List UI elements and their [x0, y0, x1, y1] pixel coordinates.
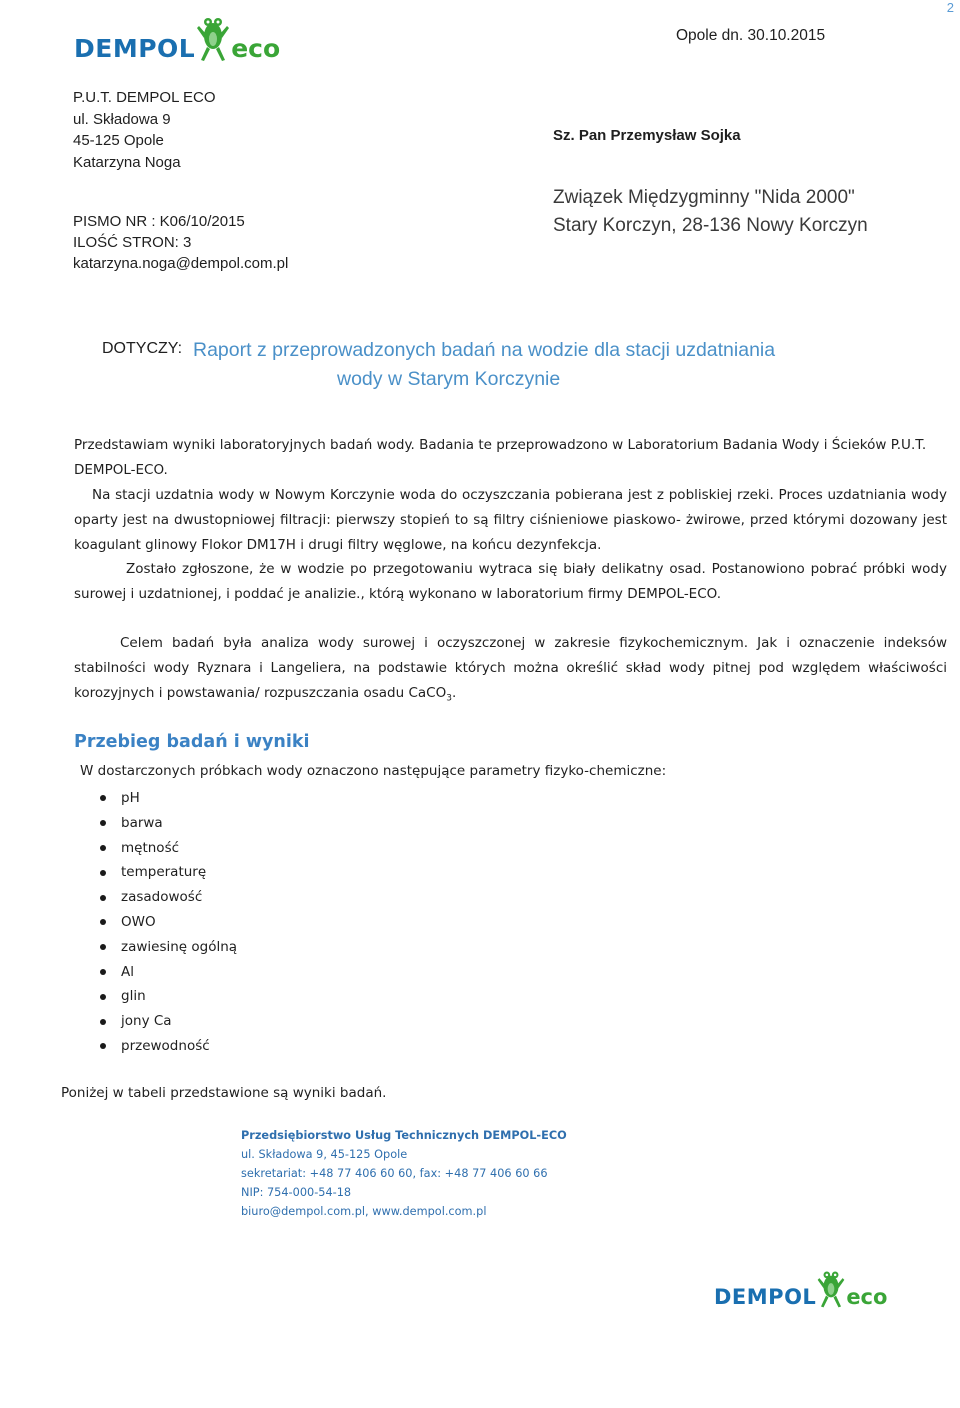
bullet-icon: [100, 795, 106, 801]
bullet-icon: [100, 994, 106, 1000]
letter-date: Opole dn. 30.10.2015: [676, 27, 826, 44]
regarding-label: DOTYCZY:: [102, 340, 183, 357]
footer-address: ul. Składowa 9, 45-125 Opole: [241, 1148, 408, 1161]
results-note: Poniżej w tabeli przedstawione są wyniki badań.: [61, 1085, 387, 1101]
list-item: [100, 910, 237, 935]
company-footer: [241, 1126, 567, 1221]
recipient-org-line: Stary Korczyn, 28-136 Nowy Korczyn: [553, 215, 868, 236]
logo-word-eco: eco: [231, 34, 281, 63]
list-item: [100, 885, 237, 910]
parameter-label: przewodność: [121, 1037, 210, 1054]
footer-phones: sekretariat: +48 77 406 60 60, fax: +48 77 406 60 66: [241, 1167, 548, 1180]
purpose-end: .: [451, 685, 457, 701]
recipient-org-line: Związek Międzygminny "Nida 2000": [553, 187, 855, 208]
sender-line: ul. Składowa 9: [73, 110, 171, 128]
sender-address: [73, 87, 216, 173]
parameter-label: jony Ca: [121, 1013, 172, 1030]
bullet-icon: [100, 895, 106, 901]
parameter-label: OWO: [121, 913, 156, 930]
list-item: [100, 1009, 237, 1034]
footer-contacts: biuro@dempol.com.pl, www.dempol.com.pl: [241, 1205, 487, 1218]
bullet-icon: [100, 845, 106, 851]
bullet-icon: [100, 820, 106, 826]
logo-word-dempol: DEMPOL: [714, 1285, 817, 1309]
parameter-label: temperaturę: [121, 864, 207, 881]
footer-nip: NIP: 754-000-54-18: [241, 1186, 352, 1199]
paragraph-purpose: [74, 631, 947, 712]
parameter-label: barwa: [121, 814, 163, 831]
page-number: 2: [946, 0, 954, 15]
bullet-icon: [100, 1019, 106, 1025]
paragraph-process: Na stacji uzdatnia wody w Nowym Korczynie woda do oczyszczania pobierana jest z pobliskiej rzeki. Proces uzdatniania wody oparty jest na dwustopniowej filtracji: pierwszy stopień to są filtry ciśnieniowe piaskowo- żwirowe, przed którymi dozowany jest koagulant glinowy Flokor DM17H i drugi filtry węglowe, na końcu dezynfekcja.: [74, 487, 947, 553]
list-item: [100, 984, 237, 1009]
list-item: [100, 960, 237, 985]
subscript-3: 3: [446, 693, 452, 704]
list-item: [100, 935, 237, 960]
logo-word-eco: eco: [846, 1285, 888, 1309]
list-item: [100, 786, 237, 811]
sender-line: P.U.T. DEMPOL ECO: [73, 89, 216, 106]
footer-company: Przedsiębiorstwo Usług Technicznych DEMPOL-ECO: [241, 1129, 567, 1142]
dempol-eco-logo: [74, 14, 280, 64]
parameter-label: Al: [121, 963, 134, 980]
regarding-subject: [193, 336, 913, 394]
letter-meta: [73, 211, 288, 274]
section-heading: Przebieg badań i wyniki: [74, 732, 310, 752]
letter-number: PISMO NR : K06/10/2015: [73, 213, 245, 230]
parameter-label: mętność: [121, 839, 180, 856]
list-item: [100, 811, 237, 836]
paragraph-intro: Przedstawiam wyniki laboratoryjnych badań wody. Badania te przeprowadzono w Laboratorium Badania Wody i Ścieków P.U.T. DEMPOL-ECO.: [74, 437, 927, 478]
parameter-label: pH: [121, 790, 140, 806]
bullet-icon: [100, 919, 106, 925]
parameter-list: [100, 786, 237, 1059]
regarding-line-2: wody w Starym Korczynie: [337, 368, 561, 390]
paragraph-observation: Zostało zgłoszone, że w wodzie po przegotowaniu wytraca się biały delikatny osad. Postanowiono pobrać próbki wody surowej i uzdatnionej, i poddać je analizie., którą wykonano w laboratorium firmy DEMPOL-ECO.: [74, 561, 947, 602]
recipient-organization: [553, 184, 868, 240]
frog-icon: [195, 14, 231, 64]
recipient-name: Sz. Pan Przemysław Sojka: [553, 127, 741, 144]
page-count: ILOŚĆ STRON: 3: [73, 234, 192, 251]
bullet-icon: [100, 969, 106, 975]
sender-email: katarzyna.noga@dempol.com.pl: [73, 255, 289, 272]
logo-word-dempol: DEMPOL: [74, 34, 196, 63]
parameter-label: glin: [121, 988, 146, 1005]
list-item: [100, 1034, 237, 1059]
parameter-label: zasadowość: [121, 889, 203, 906]
bullet-icon: [100, 870, 106, 876]
list-item: [100, 836, 237, 861]
purpose-text: Celem badań była analiza wody surowej i oczyszczonej w zakresie fizykochemicznym. Jak i oznaczenie indeksów stabilności wody Ryznara i Langeliera, na podstawie których można określić skład wody pitnej pod względem właściwości korozyjnych i powstawania/ rozpuszczania osadu CaCO: [74, 635, 947, 701]
frog-icon: [816, 1268, 846, 1310]
regarding-line-1: Raport z przeprowadzonych badań na wodzie dla stacji uzdatniania: [193, 339, 776, 361]
parameter-label: zawiesinę ogólną: [121, 938, 238, 955]
sender-line: 45-125 Opole: [73, 132, 164, 149]
bullet-icon: [100, 944, 106, 950]
list-item: [100, 860, 237, 885]
dempol-eco-logo-footer: [714, 1268, 887, 1310]
parameters-intro: W dostarczonych próbkach wody oznaczono następujące parametry fizyko-chemiczne:: [80, 763, 667, 779]
sender-line: Katarzyna Noga: [73, 153, 181, 171]
bullet-icon: [100, 1043, 106, 1049]
